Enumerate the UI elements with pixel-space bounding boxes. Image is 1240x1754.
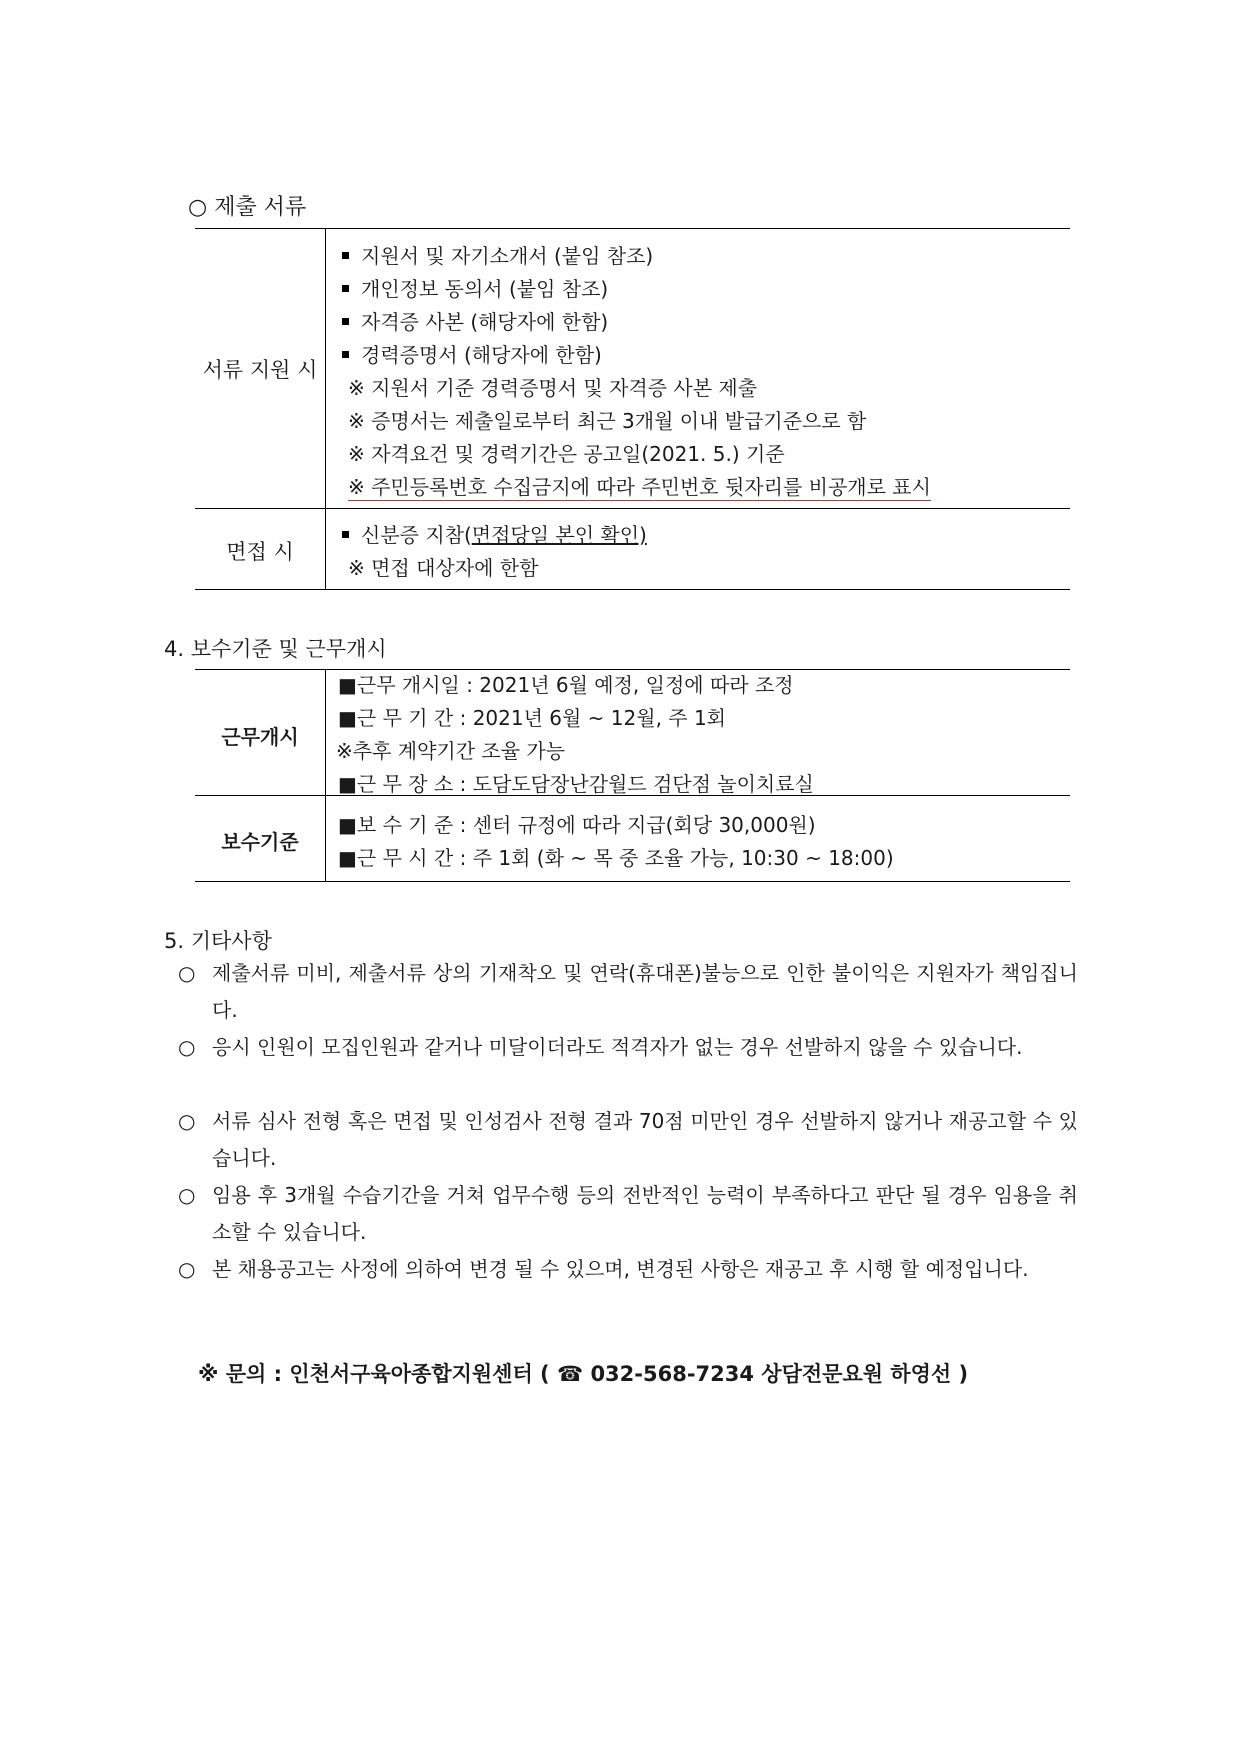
docs-section-title: ○ 제출 서류 bbox=[188, 195, 307, 220]
docs-item: 경력증명서 (해당자에 한함) bbox=[342, 339, 602, 368]
pay-start-line: ■근무 개시일 : 2021년 6월 예정, 일정에 따라 조정 bbox=[338, 673, 794, 697]
pay-section-title: 4. 보수기준 및 근무개시 bbox=[164, 637, 387, 661]
docs-row-label-interview: 면접 시 bbox=[226, 540, 294, 564]
docs-note: ※ 증명서는 제출일로부터 최근 3개월 이내 발급기준으로 함 bbox=[348, 409, 867, 433]
pay-row-label-salary: 보수기준 bbox=[221, 830, 299, 854]
pay-salary-line: ■보 수 기 준 : 센터 규정에 따라 지급(회당 30,000원) bbox=[338, 813, 816, 837]
pay-row-label-start: 근무개시 bbox=[221, 725, 299, 749]
docs-note-highlight: ※ 주민등록번호 수집금지에 따라 주민번호 뒷자리를 비공개로 표시 bbox=[348, 475, 931, 499]
docs-note: ※ 자격요건 및 경력기간은 공고일(2021. 5.) 기준 bbox=[348, 442, 785, 466]
docs-item: 자격증 사본 (해당자에 한함) bbox=[342, 306, 608, 335]
docs-item: 지원서 및 자기소개서 (붙임 참조) bbox=[342, 240, 653, 269]
pay-salary-line: ■근 무 시 간 : 주 1회 (화 ~ 목 중 조율 가능, 10:30 ~ 18:00) bbox=[338, 846, 894, 870]
etc-section-title: 5. 기타사항 bbox=[164, 929, 272, 953]
etc-item: ○ 서류 심사 전형 혹은 면접 및 인성검사 전형 결과 70점 미만인 경우 선발하지 않거나 재공고할 수 있습니다. bbox=[178, 1109, 1078, 1170]
etc-item: ○ 응시 인원이 모집인원과 같거나 미달이더라도 적격자가 없는 경우 선발하지 않을 수 있습니다. bbox=[178, 1035, 1023, 1059]
docs-interview-note: ※ 면접 대상자에 한함 bbox=[348, 556, 539, 580]
pay-start-line: ■근 무 장 소 : 도담도담장난감월드 검단점 놀이치료실 bbox=[338, 772, 814, 796]
docs-row-label-application: 서류 지원 시 bbox=[202, 358, 318, 382]
etc-item: ○ 본 채용공고는 사정에 의하여 변경 될 수 있으며, 변경된 사항은 재공고 후 시행 할 예정입니다. bbox=[178, 1257, 1029, 1281]
etc-item: ○ 제출서류 미비, 제출서류 상의 기재착오 및 연락(휴대폰)불능으로 인한 불이익은 지원자가 책임집니다. bbox=[178, 961, 1078, 1022]
contact-info: ※ 문의 : 인천서구육아종합지원센터 ( ☎ 032-568-7234 상담전문요원 하영선 ) bbox=[198, 1362, 969, 1386]
etc-item: ○ 임용 후 3개월 수습기간을 거쳐 업무수행 등의 전반적인 능력이 부족하다고 판단 될 경우 임용을 취소할 수 있습니다. bbox=[178, 1183, 1078, 1244]
docs-interview-item: 신분증 지참(면접당일 본인 확인) bbox=[342, 519, 647, 548]
docs-note: ※ 지원서 기준 경력증명서 및 자격증 사본 제출 bbox=[348, 376, 758, 400]
pay-start-line: ■근 무 기 간 : 2021년 6월 ~ 12월, 주 1회 bbox=[338, 706, 727, 730]
docs-item: 개인정보 동의서 (붙임 참조) bbox=[342, 273, 608, 302]
pay-start-line: ※추후 계약기간 조율 가능 bbox=[336, 739, 566, 763]
